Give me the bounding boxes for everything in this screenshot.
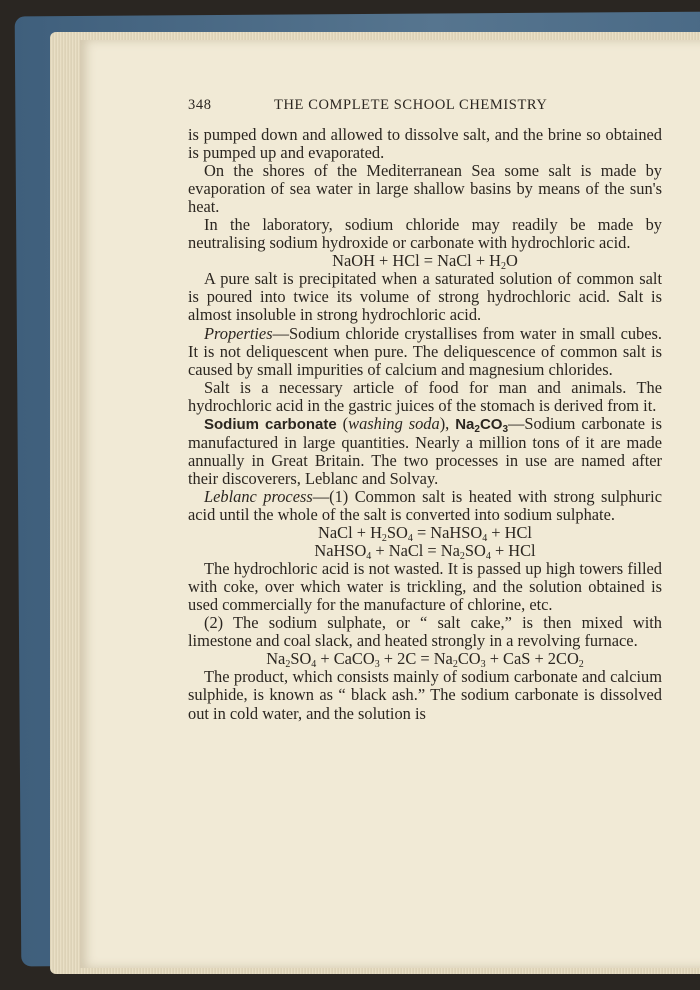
- paragraph: The hydrochloric acid is not wasted. It is passed up high towers filled with coke, over which water is trickling, and the solution obtained is used commercially for the manufacture of chlorine, etc.: [188, 559, 662, 615]
- subheading: Leblanc process: [204, 486, 313, 506]
- equation: NaHSO$_4$ + NaCl = $Na_2SO_4$ + HCl: [314, 541, 536, 563]
- running-head: [188, 94, 662, 114]
- paragraph: (2) The sodium sulphate, or “ salt cake,” is then mixed with limestone and coal slack, and heated strongly in a revolving furnace.: [188, 613, 662, 651]
- paragraph: Sodium carbonate (washing soda), $Na_2CO_3—Sodium$ carbonate is manufactured in large quantities. Nearly a million tons of it are made annually in Great Britain. The two processes in use are named after their discoverers, Leblanc and Solvay.: [188, 413, 662, 488]
- running-title: THE COMPLETE SCHOOL CHEMISTRY: [274, 97, 548, 113]
- paragraph: Properties—Sodium chloride crystallises from water in small cubes. It is not deliquescent when pure. The deliquescence of common salt is caused by small impurities of calcium and magnesium chlorides.: [188, 323, 662, 379]
- equation: NaCl + $H_2SO_4$ = NaHSO$_4$ + HCl: [318, 523, 532, 545]
- page-number: 348: [188, 97, 212, 113]
- paragraph: On the shores of the Mediterranean Sea some salt is made by evaporation of sea water in large shallow basins by means of the sun's heat.: [188, 161, 662, 217]
- equation: $Na_2SO_4$ + CaCO$_3$ + $2C = Na_2CO_3$ + CaS + $2CO_2$: [266, 649, 584, 671]
- section-heading: Sodium carbonate: [204, 415, 337, 433]
- formula: $Na_2CO_3$: [455, 415, 509, 435]
- paragraph: A pure salt is precipitated when a saturated solution of common salt is poured into twice its volume of strong hydrochloric acid. Salt is almost insoluble in strong hydrochloric acid.: [188, 269, 662, 325]
- paragraph: In the laboratory, sodium chloride may readily be made by neutralising sodium hydroxide or carbonate with hydrochloric acid.: [188, 215, 662, 253]
- paragraph: The product, which consists mainly of sodium carbonate and calcium sulphide, is known as “ black ash.” The sodium carbonate is dissolved out in cold water, and the solution is: [188, 667, 662, 723]
- paragraph: is pumped down and allowed to dissolve salt, and the brine so obtained is pumped up and evaporated.: [188, 125, 662, 163]
- text-block: [188, 94, 662, 723]
- paragraph: Leblanc process—(1) Common salt is heated with strong sulphuric acid until the whole of the salt is converted into sodium sulphate.: [188, 486, 662, 524]
- equation: NaOH + HCl = NaCl + $H_2O$: [332, 251, 518, 273]
- paragraph: Salt is a necessary article of food for man and animals. The hydrochloric acid in the gastric juices of the stomach is derived from it.: [188, 377, 662, 415]
- subheading: Properties: [204, 323, 273, 343]
